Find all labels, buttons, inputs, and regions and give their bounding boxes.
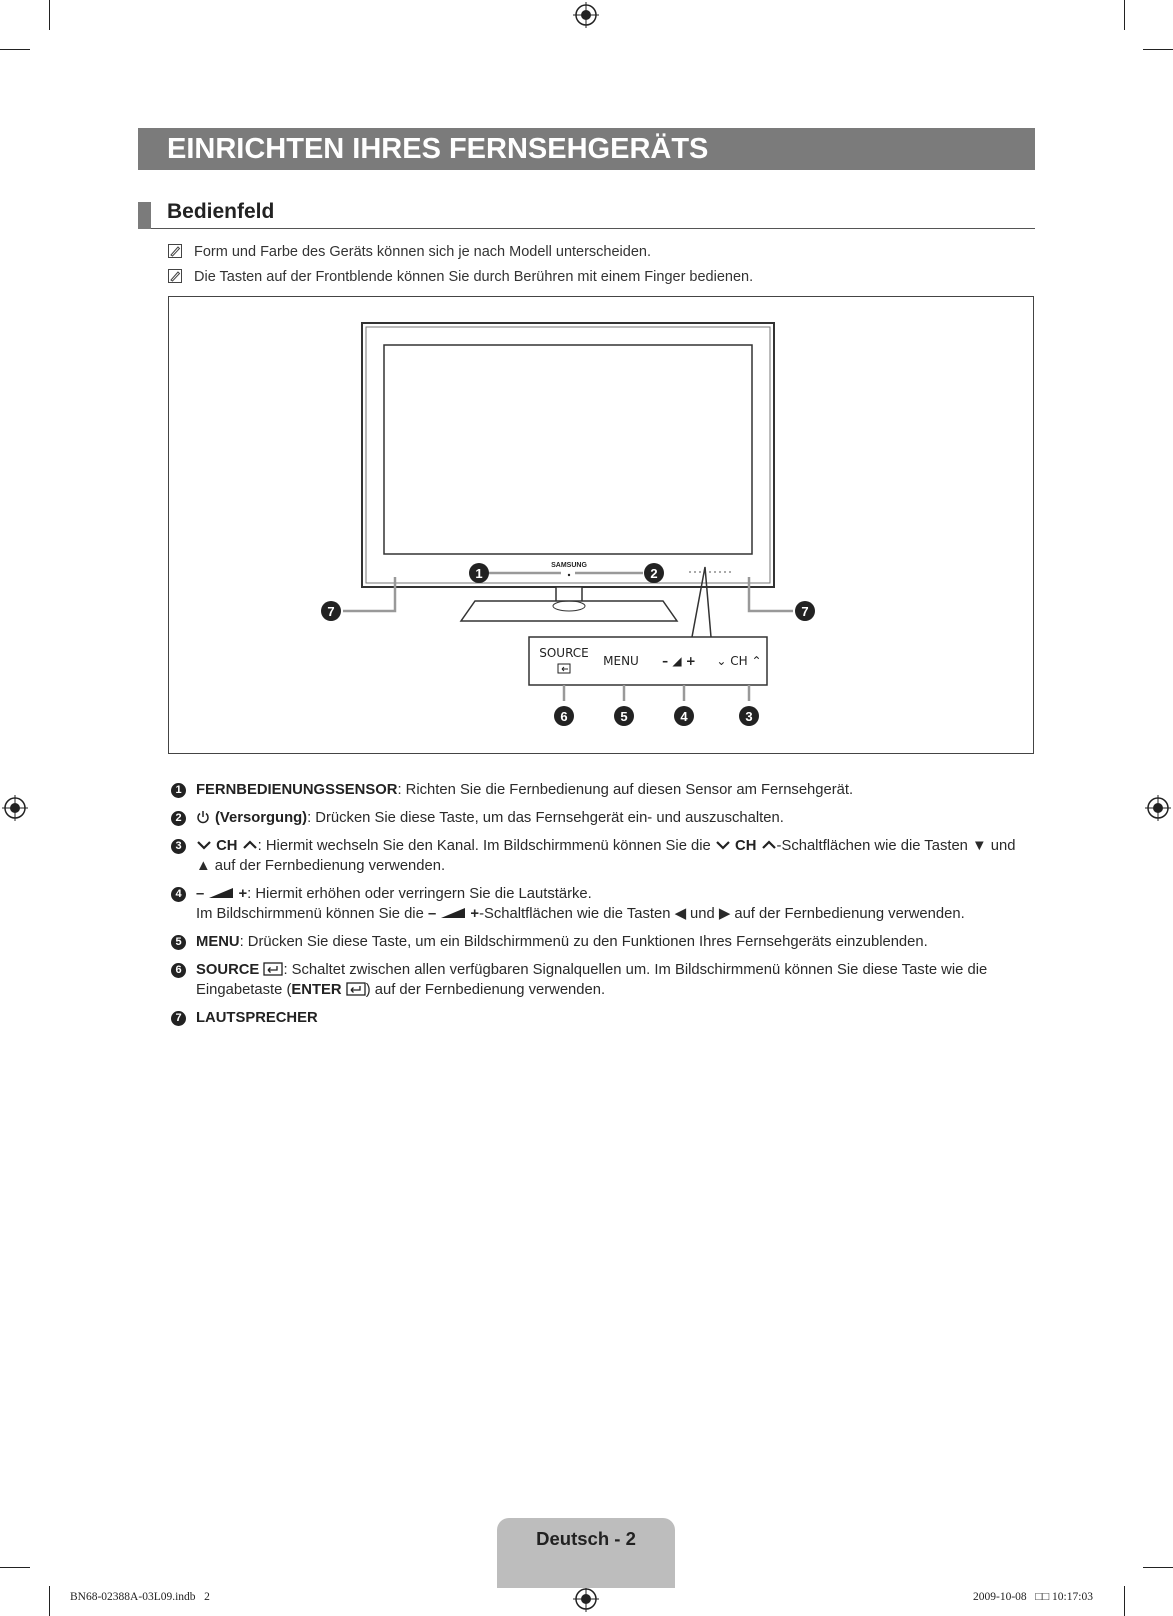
page-title: EINRICHTEN IHRES FERNSEHGERÄTS — [138, 128, 1035, 170]
section-heading — [138, 200, 1035, 229]
minus-sign: – — [427, 906, 437, 922]
item-number: 2 — [171, 811, 186, 826]
item-number: 5 — [171, 935, 186, 950]
section-marker — [138, 202, 151, 229]
item-number: 7 — [171, 1011, 186, 1026]
minus-sign: – — [196, 886, 205, 902]
callout-1 — [469, 563, 489, 583]
note-item — [168, 269, 753, 285]
panel-source-label: SOURCE — [539, 646, 589, 660]
crop-mark — [49, 1586, 50, 1616]
list-item — [168, 780, 1028, 800]
page-number-tab — [497, 1518, 675, 1588]
svg-text:5: 5 — [620, 709, 628, 724]
svg-text:4: 4 — [680, 709, 688, 724]
callout-3 — [739, 706, 759, 726]
svg-text:3: 3 — [745, 709, 753, 724]
item-label: MENU — [196, 934, 240, 950]
item-text: -Schaltflächen wie die Tasten ▼ und ▲ auf der Fernbedienung verwenden. — [196, 838, 1016, 874]
page-number: Deutsch - 2 — [536, 1528, 636, 1549]
legend-list — [168, 780, 1028, 1036]
note-text: Form und Farbe des Geräts können sich je nach Modell unterscheiden. — [194, 244, 651, 260]
list-item — [168, 960, 1028, 1000]
item-text: : Schaltet zwischen allen verfügbaren Signalquellen um. Im Bildschirmmenü können Sie diese Taste wie die Eingabetaste ( — [196, 962, 988, 998]
list-item — [168, 1008, 1028, 1028]
tv-diagram — [169, 297, 1033, 753]
enter-icon — [346, 982, 366, 996]
tv-screen — [384, 345, 752, 554]
item-label: SOURCE — [196, 962, 260, 978]
item-number: 4 — [171, 887, 186, 902]
crop-mark — [1124, 0, 1125, 30]
list-item — [168, 836, 1028, 876]
item-label: CH — [216, 838, 238, 854]
registration-mark-icon — [1145, 795, 1171, 821]
svg-text:7: 7 — [801, 604, 809, 619]
svg-text:7: 7 — [327, 604, 335, 619]
callout-7-left — [321, 601, 341, 621]
registration-mark-icon — [2, 795, 28, 821]
chevron-down-icon — [196, 839, 212, 851]
item-number: 6 — [171, 963, 186, 978]
item-text: : Richten Sie die Fernbedienung auf diesen Sensor am Fernsehgerät. — [397, 782, 854, 798]
note-item — [168, 244, 651, 260]
svg-text:6: 6 — [560, 709, 568, 724]
item-text: -Schaltflächen wie die Tasten ◀ und ▶ auf der Fernbedienung verwenden. — [479, 906, 965, 922]
callout-6 — [554, 706, 574, 726]
crop-mark — [1124, 1586, 1125, 1616]
enter-icon — [263, 962, 283, 976]
note-icon — [168, 269, 182, 283]
print-timestamp: 2009-10-08 □□ 10:17:03 — [973, 1591, 1093, 1603]
crop-mark — [0, 1567, 30, 1568]
svg-text:1: 1 — [475, 566, 483, 581]
callout-7-right — [795, 601, 815, 621]
item-number: 3 — [171, 839, 186, 854]
print-file-info: BN68-02388A-03L09.indb 2 — [70, 1591, 210, 1603]
item-text: ) auf der Fernbedienung verwenden. — [365, 982, 606, 998]
registration-mark-icon — [573, 2, 599, 28]
list-item — [168, 808, 1028, 828]
power-icon — [196, 810, 210, 824]
control-panel-figure — [168, 296, 1034, 754]
note-text: Die Tasten auf der Frontblende können Sie durch Berühren mit einem Finger bedienen. — [194, 269, 754, 285]
item-label: LAUTSPRECHER — [196, 1010, 318, 1026]
brand-logo: SAMSUNG — [551, 562, 587, 569]
panel-volume-label: – ◢ + — [662, 654, 696, 668]
chevron-up-icon — [761, 839, 777, 851]
item-text: : Hiermit wechseln Sie den Kanal. Im Bildschirmmenü können Sie die — [257, 838, 715, 854]
list-item — [168, 932, 1028, 952]
volume-icon — [440, 907, 466, 919]
crop-mark — [1143, 49, 1173, 50]
note-icon — [168, 244, 182, 258]
item-number: 1 — [171, 783, 186, 798]
item-text: Im Bildschirmmenü können Sie die — [196, 906, 428, 922]
item-label: ENTER — [291, 982, 342, 998]
remote-sensor — [568, 574, 570, 576]
svg-text:2: 2 — [650, 566, 658, 581]
registration-mark-icon — [573, 1586, 599, 1612]
callout-2 — [644, 563, 664, 583]
plus-sign: + — [238, 886, 248, 902]
item-text: : Hiermit erhöhen oder verringern Sie die Lautstärke. — [247, 886, 592, 902]
plus-sign: + — [470, 906, 480, 922]
item-label: CH — [735, 838, 757, 854]
item-text: : Drücken Sie diese Taste, um das Fernsehgerät ein- und auszuschalten. — [307, 810, 784, 826]
chevron-up-icon — [242, 839, 258, 851]
crop-mark — [49, 0, 50, 30]
crop-mark — [0, 49, 30, 50]
volume-icon — [208, 887, 234, 899]
chevron-down-icon — [715, 839, 731, 851]
crop-mark — [1143, 1567, 1173, 1568]
item-text: : Drücken Sie diese Taste, um ein Bildschirmmenü zu den Funktionen Ihres Fernsehgeräts einzublenden. — [239, 934, 928, 950]
callout-5 — [614, 706, 634, 726]
item-label: FERNBEDIENUNGSSENSOR — [196, 782, 398, 798]
panel-channel-label: ⌄ CH ⌃ — [716, 654, 762, 668]
section-title: Bedienfeld — [167, 200, 275, 223]
panel-menu-label: MENU — [603, 654, 639, 668]
callout-4 — [674, 706, 694, 726]
list-item — [168, 884, 1028, 924]
item-label: (Versorgung) — [215, 810, 308, 826]
